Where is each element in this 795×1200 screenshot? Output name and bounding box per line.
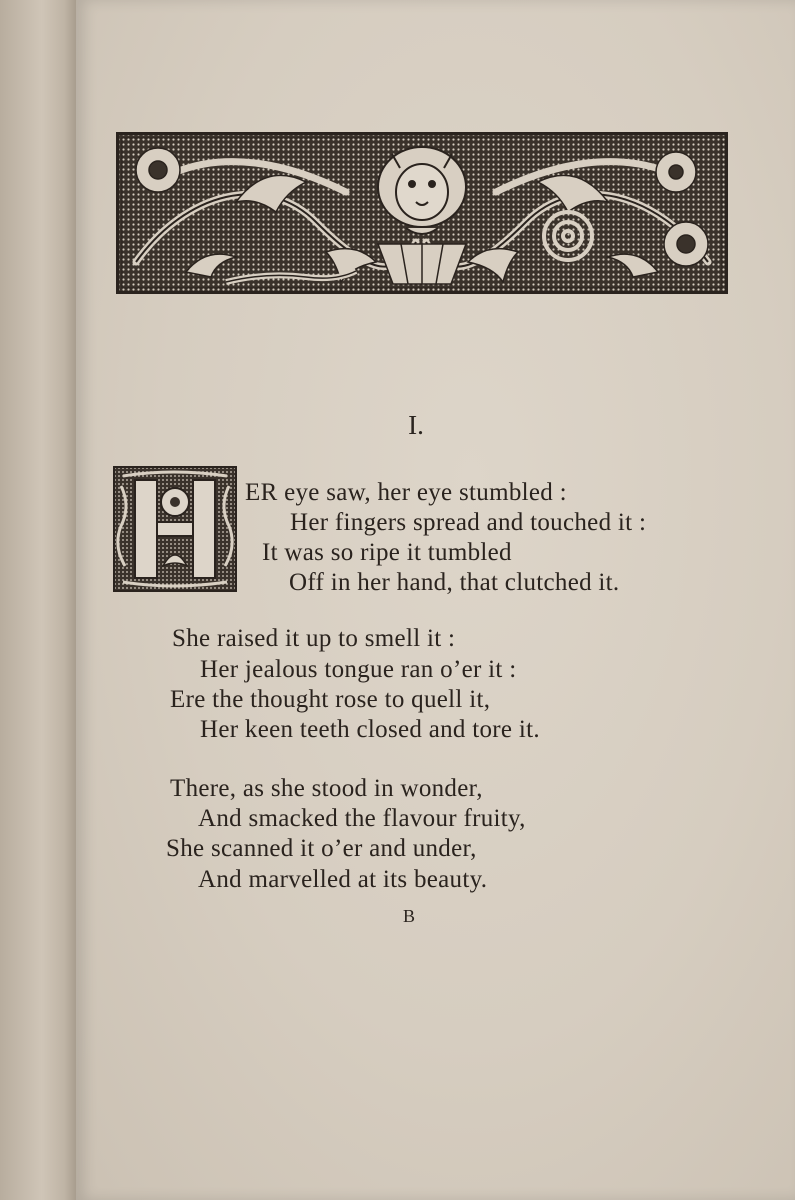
poem-line: Her jealous tongue ran o’er it : [200, 656, 517, 683]
poem-line: She scanned it o’er and under, [166, 835, 477, 862]
poem-line: Her keen teeth closed and tore it. [200, 716, 540, 743]
floral-initial-ornament [113, 466, 237, 592]
lion-headpiece-ornament [116, 132, 728, 294]
poem-line: ER eye saw, her eye stumbled : [245, 479, 567, 506]
poem-line: Ere the thought rose to quell it, [170, 686, 491, 713]
poem-line: Off in her hand, that clutched it. [289, 569, 620, 596]
section-number: I. [408, 410, 424, 440]
poem-line: And marvelled at its beauty. [198, 866, 488, 893]
poem-line: She raised it up to smell it : [172, 625, 456, 652]
poem-line: It was so ripe it tumbled [262, 539, 512, 566]
poem-line: There, as she stood in wonder, [170, 775, 483, 802]
signature-mark: B [403, 906, 416, 926]
book-gutter [0, 0, 76, 1200]
poem-line: Her fingers spread and touched it : [290, 509, 647, 536]
poem-line: And smacked the flavour fruity, [198, 805, 526, 832]
